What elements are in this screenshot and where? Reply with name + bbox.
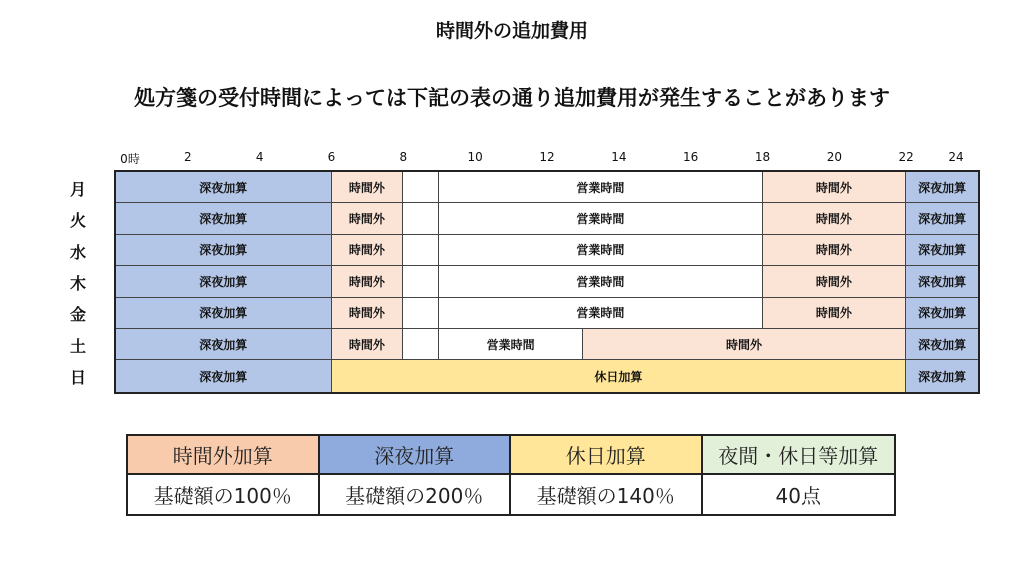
day-label: 日 [69, 368, 86, 388]
day-label: 月 [69, 179, 86, 199]
schedule-cell-business: 営業時間 [439, 266, 762, 297]
schedule-cell-blank [403, 298, 439, 329]
schedule-cell-blank [403, 203, 439, 234]
hour-label: 24 [948, 150, 964, 164]
day-label: 金 [69, 305, 86, 325]
hour-label: 12 [539, 150, 555, 164]
hour-label: 6 [327, 150, 336, 164]
schedule-cell-night: 深夜加算 [906, 329, 978, 360]
schedule-cell-night: 深夜加算 [906, 203, 978, 234]
schedule-cell-business: 営業時間 [439, 172, 762, 203]
schedule-cell-overtime: 時間外 [332, 266, 404, 297]
hour-label: 10 [467, 150, 483, 164]
schedule-cell-overtime: 時間外 [583, 329, 906, 360]
schedule-cell-night: 深夜加算 [906, 298, 978, 329]
schedule-cell-night: 深夜加算 [906, 360, 978, 391]
legend-header: 時間外加算 [128, 436, 320, 475]
schedule-cell-business: 営業時間 [439, 329, 583, 360]
hour-label: 2 [184, 150, 192, 164]
hour-label: 8 [399, 150, 408, 164]
schedule-cell-night: 深夜加算 [116, 298, 332, 329]
page-title: 時間外の追加費用 [435, 20, 588, 42]
hour-label: 14 [611, 150, 627, 164]
schedule-cell-overtime: 時間外 [763, 172, 907, 203]
legend-value: 40点 [775, 484, 821, 508]
legend-header: 夜間・休日等加算 [703, 436, 895, 475]
schedule-cell-blank [403, 266, 439, 297]
schedule-cell-overtime: 時間外 [332, 235, 404, 266]
schedule-cell-overtime: 時間外 [332, 203, 404, 234]
day-label: 土 [69, 336, 86, 356]
schedule-cell-night: 深夜加算 [116, 172, 332, 203]
day-label: 水 [69, 242, 86, 262]
legend-header: 深夜加算 [320, 436, 512, 475]
schedule-cell-night: 深夜加算 [116, 235, 332, 266]
schedule-cell-night: 深夜加算 [906, 172, 978, 203]
page-subtitle: 処方箋の受付時間によっては下記の表の通り追加費用が発生することがあります [134, 86, 890, 110]
schedule-cell-overtime: 時間外 [763, 203, 907, 234]
hour-label: 22 [898, 150, 914, 164]
hour-axis [0, 150, 1024, 166]
schedule-cell-night: 深夜加算 [116, 329, 332, 360]
legend-value: 基礎額の200％ [320, 475, 512, 514]
schedule-cell-night: 深夜加算 [906, 235, 978, 266]
hour-label: 4 [255, 150, 264, 164]
schedule-cell-overtime: 時間外 [332, 298, 404, 329]
legend-value: 基礎額の140％ [511, 475, 703, 514]
schedule-cell-night: 深夜加算 [116, 203, 332, 234]
schedule-cell-blank [403, 172, 439, 203]
schedule-cell-overtime: 時間外 [763, 298, 907, 329]
schedule-cell-blank [403, 329, 439, 360]
hour-label: 20 [826, 150, 842, 164]
schedule-cell-business: 営業時間 [439, 298, 762, 329]
legend-header: 休日加算 [511, 436, 703, 475]
schedule-cell-overtime: 時間外 [332, 329, 404, 360]
hour-label: 16 [683, 150, 699, 164]
schedule-cell-night: 深夜加算 [116, 266, 332, 297]
schedule-cell-overtime: 時間外 [332, 172, 404, 203]
legend-value: 基礎額の100％ [128, 475, 320, 514]
day-label: 木 [69, 273, 86, 293]
schedule-cell-overtime: 時間外 [763, 266, 907, 297]
schedule-cell-blank [403, 235, 439, 266]
schedule-cell-business: 営業時間 [439, 203, 762, 234]
hour-label: 18 [754, 150, 771, 164]
hour-label: 0時 [120, 152, 140, 166]
schedule-cell-overtime: 時間外 [763, 235, 907, 266]
schedule-grid [114, 170, 980, 394]
schedule-cell-holiday: 休日加算 [332, 360, 907, 391]
schedule-cell-night: 深夜加算 [116, 360, 332, 391]
schedule-cell-business: 営業時間 [439, 235, 762, 266]
day-label: 火 [69, 211, 86, 231]
schedule-cell-night: 深夜加算 [906, 266, 978, 297]
fee-legend-table [126, 434, 896, 516]
